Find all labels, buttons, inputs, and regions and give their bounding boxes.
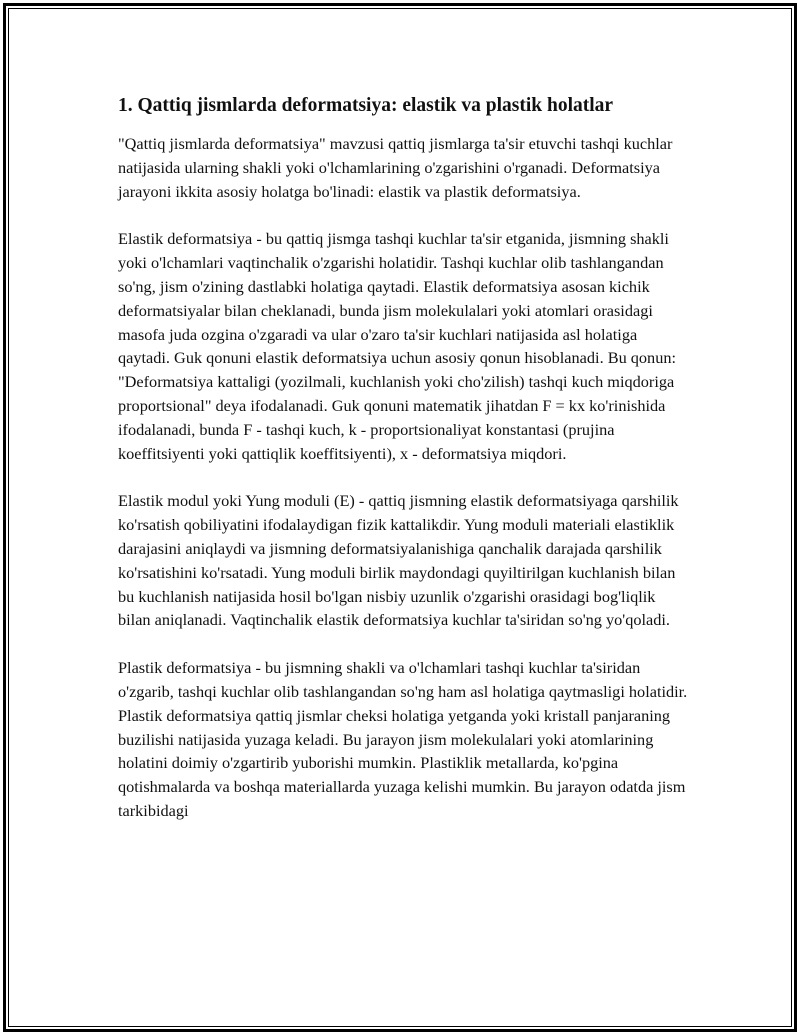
paragraph-young-modulus: Elastik modul yoki Yung moduli (E) - qattiq jismning elastik deformatsiyaga qarshilik ko'rsatish qobiliyatini ifodalaydigan fizik kattalikdir. Yung moduli materiali elastiklik darajasini aniqlaydi va jismning deformatsiyalanishiga qanchalik darajada qarshilik ko'rsatishini ko'rsatadi. Yung moduli birlik maydondagi quyiltirilgan kuchlanish bilan bu kuchlanish natijasida hosil bo'lgan nisbiy uzunlik o'zgarishi orasidagi bog'liqlik bilan aniqlanadi. Vaqtinchalik elastik deformatsiya kuchlar ta'siridan so'ng yo'qoladi.: [118, 491, 679, 630]
paragraph-elastic-deformation: Elastik deformatsiya - bu qattiq jismga tashqi kuchlar ta'sir etganida, jismning shakli yoki o'lchamlari vaqtinchalik o'zgarishi holatidir. Tashqi kuchlar olib tashlangandan so'ng, jism o'zining dastlabki holatiga qaytadi. Elastik deformatsiya asosan kichik deformatsiyalar bilan cheklanadi, bunda jism molekulalari yoki atomlari orasidagi masofa juda ozgina o'zgaradi va ular o'zaro ta'sir kuchlari natijasida asl holatiga qaytadi. Guk qonuni elastik deformatsiya uchun asosiy qonun hisoblanadi. Bu qonun: "Deformatsiya kattaligi (yozilmali, kuchlanish yoki cho'zilish) tashqi kuch miqdoriga proportsional" deya ifodalanadi. Guk qonuni matematik jihatdan F = kx ko'rinishida ifodalanadi, bunda F - tashqi kuch, k - proportsionaliyat konstantasi (prujina koeffitsiyenti yoki qattiqlik koeffitsiyenti), x - deformatsiya miqdori.: [118, 229, 677, 463]
document-body: [118, 93, 690, 847]
section-heading: 1. Qattiq jismlarda deformatsiya: elastik va plastik holatlar: [118, 95, 614, 116]
paragraph-plastic-deformation: Plastik deformatsiya - bu jismning shakli va o'lchamlari tashqi kuchlar ta'siridan o'zgarib, tashqi kuchlar olib tashlangandan so'ng ham asl holatiga qaytmasligi holatidir. Plastik deformatsiya qattiq jismlar cheksi holatiga yetganda yoki kristall panjaraning buzilishi natijasida yuzaga keladi. Bu jarayon jism molekulalari yoki atomlarining holatini doimiy o'zgartirib yuborishi mumkin. Plastiklik metallarda, ko'pgina qotishmalarda va boshqa materiallarda yuzaga kelishi mumkin. Bu jarayon odatda jism tarkibidagi: [118, 658, 688, 820]
paragraph-intro: "Qattiq jismlarda deformatsiya" mavzusi qattiq jismlarga ta'sir etuvchi tashqi kuchlar natijasida ularning shakli yoki o'lchamlarining o'zgarishini o'rganadi. Deformatsiya jarayoni ikkita asosiy holatga bo'linadi: elastik va plastik deformatsiya.: [118, 134, 673, 201]
